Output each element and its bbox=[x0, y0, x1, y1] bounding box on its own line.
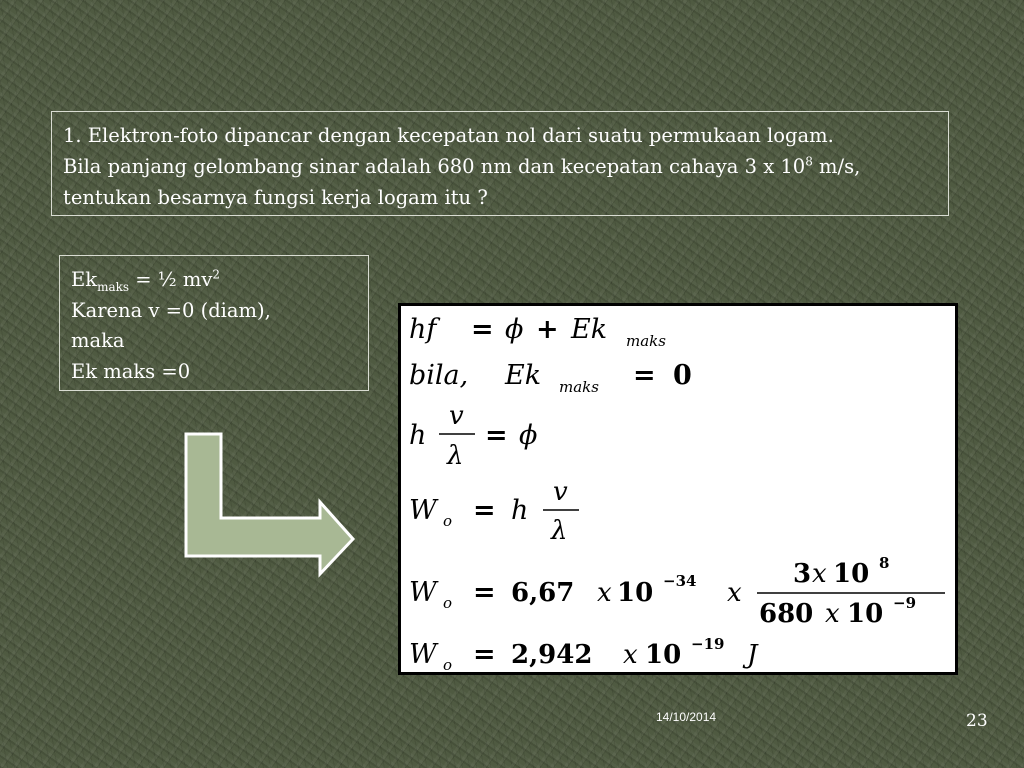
f4-w: W bbox=[409, 495, 437, 526]
f5-den-680: 680 bbox=[759, 599, 814, 629]
energy-note-paragraph bbox=[71, 265, 368, 387]
f4-numerator: v bbox=[553, 477, 568, 507]
f5-x: x bbox=[597, 578, 612, 608]
f4-denominator: λ bbox=[551, 516, 568, 546]
f6-w: W bbox=[409, 639, 437, 670]
f3-h: h bbox=[409, 420, 427, 451]
ek-label: Ek bbox=[71, 268, 98, 291]
f3-equals: = bbox=[485, 420, 508, 451]
f2-ek: Ek bbox=[505, 360, 542, 391]
f1-ek-subscript: maks bbox=[626, 332, 666, 350]
f5-den-exponent: −9 bbox=[893, 594, 917, 612]
f3-phi: ϕ bbox=[519, 420, 538, 451]
f2-equals: = bbox=[633, 360, 656, 391]
f5-w-subscript: o bbox=[443, 594, 453, 612]
energy-note-line-4: Ek maks =0 bbox=[71, 359, 191, 383]
f6-equals: = bbox=[473, 639, 496, 670]
ek-formula: = ½ mv bbox=[129, 268, 213, 291]
formula-line-4 bbox=[409, 477, 579, 546]
f3-numerator: v bbox=[449, 401, 464, 431]
formula-line-1 bbox=[409, 314, 666, 350]
f1-hf: hf bbox=[409, 314, 437, 345]
f4-h: h bbox=[511, 495, 529, 526]
f6-ten: 10 bbox=[645, 640, 682, 670]
slide-number: 23 bbox=[966, 711, 988, 731]
f6-value: 2,942 bbox=[511, 640, 593, 670]
question-text-box bbox=[51, 111, 949, 216]
formula-line-3 bbox=[409, 401, 537, 471]
f2-bila: bila, bbox=[409, 360, 469, 391]
f6-unit: J bbox=[747, 640, 758, 670]
f5-den-ten: 10 bbox=[847, 599, 884, 629]
formula-derivation bbox=[401, 306, 955, 672]
f5-den-x: x bbox=[825, 599, 840, 629]
f5-ten: 10 bbox=[617, 578, 654, 608]
question-paragraph bbox=[63, 120, 948, 213]
question-exponent: 8 bbox=[805, 154, 813, 169]
ek-subscript: maks bbox=[97, 279, 130, 294]
question-line-2: Bila panjang gelombang sinar adalah 680 nm dan kecepatan cahaya 3 x 10 bbox=[63, 155, 806, 178]
f5-num-3: 3 bbox=[793, 559, 812, 589]
ek-exponent: 2 bbox=[212, 267, 221, 282]
f2-zero: 0 bbox=[673, 360, 692, 391]
formula-line-5 bbox=[409, 554, 945, 629]
f1-plus: + bbox=[536, 314, 559, 345]
f6-exponent: −19 bbox=[691, 635, 725, 653]
f5-times: x bbox=[727, 578, 742, 608]
f1-ek: Ek bbox=[571, 314, 608, 345]
f3-denominator: λ bbox=[447, 441, 464, 471]
formula-panel bbox=[398, 303, 958, 675]
f1-equals: = bbox=[471, 314, 494, 345]
f4-w-subscript: o bbox=[443, 512, 453, 530]
energy-note-line-3: maka bbox=[71, 329, 125, 352]
f6-w-subscript: o bbox=[443, 656, 453, 672]
question-line-2-end: m/s, bbox=[812, 155, 861, 178]
formula-line-6 bbox=[409, 635, 759, 672]
f4-equals: = bbox=[473, 495, 496, 526]
f5-num-exponent: 8 bbox=[879, 554, 890, 572]
f5-value: 6,67 bbox=[511, 578, 575, 608]
f5-exponent: −34 bbox=[663, 572, 697, 590]
energy-note-box bbox=[59, 255, 369, 391]
f2-ek-subscript: maks bbox=[559, 378, 599, 396]
bent-arrow-icon bbox=[183, 432, 363, 582]
f5-num-x: x bbox=[812, 559, 827, 589]
formula-line-2 bbox=[409, 360, 692, 396]
footer-date: 14/10/2014 bbox=[656, 710, 717, 724]
f1-phi: ϕ bbox=[505, 314, 524, 345]
question-line-3: tentukan besarnya fungsi kerja logam itu ? bbox=[63, 186, 488, 209]
question-line-1: 1. Elektron-foto dipancar dengan kecepatan nol dari suatu permukaan logam. bbox=[63, 124, 834, 147]
f5-num-ten: 10 bbox=[833, 559, 870, 589]
energy-note-line-2: Karena v =0 (diam), bbox=[71, 298, 271, 322]
f6-x: x bbox=[623, 640, 638, 670]
f5-w: W bbox=[409, 577, 437, 608]
f5-equals: = bbox=[473, 577, 496, 608]
